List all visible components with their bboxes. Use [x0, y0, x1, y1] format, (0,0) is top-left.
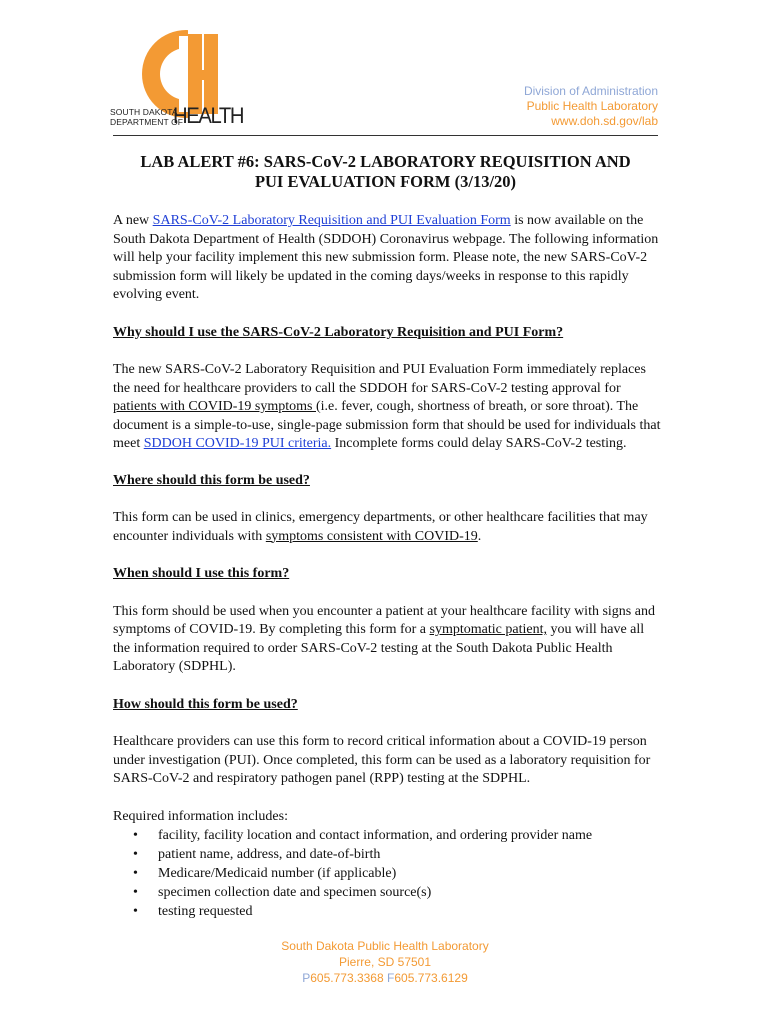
- page-footer: [0, 938, 770, 986]
- header-divider: [113, 135, 658, 136]
- list-item: • facility, facility location and contact information, and ordering provider name: [133, 828, 593, 843]
- where-paragraph: This form can be used in clinics, emergency departments, or other healthcare facilities that may encounter individuals with symptoms consistent with COVID-19.: [113, 510, 648, 544]
- footer-fax: 605.773.6129: [394, 971, 468, 985]
- required-list: [113, 826, 661, 921]
- list-item: • patient name, address, and date-of-birth: [133, 847, 381, 862]
- section-heading-how: How should this form be used?: [113, 696, 298, 712]
- lab-website[interactable]: www.doh.sd.gov/lab: [551, 114, 658, 128]
- division-block: [524, 84, 658, 129]
- footer-contact: P605.773.3368 F605.773.6129: [302, 971, 468, 985]
- list-item: • testing requested: [133, 904, 253, 919]
- when-paragraph: This form should be used when you encounter a patient at your healthcare facility with signs and symptoms of COVID-19. By completing this form for a symptomatic patient, you will have all the information required to order SARS-CoV-2 testing at the South Dakota Public Health Laboratory (SDPHL).: [113, 603, 655, 674]
- requisition-form-link[interactable]: SARS-CoV-2 Laboratory Requisition and PUI Evaluation Form: [152, 213, 511, 228]
- footer-phone: 605.773.3368: [310, 971, 384, 985]
- footer-address: Pierre, SD 57501: [338, 955, 432, 969]
- lab-name: Public Health Laboratory: [526, 99, 658, 113]
- how-paragraph: Healthcare providers can use this form to record critical information about a COVID-19 person under investigation (PUI). Once completed, this form can be used as a laboratory requisition for SARS-CoV-2 and respiratory pathogen panel (RPP) testing at the SDPHL.: [113, 734, 651, 786]
- required-intro: Required information includes:: [113, 808, 288, 824]
- list-item: • specimen collection date and specimen source(s): [133, 885, 432, 900]
- logo-state-text: SOUTH DAKOTA DEPARTMENT OF: [110, 107, 184, 127]
- page-title: LAB ALERT #6: SARS-CoV-2 LABORATORY REQUISITION AND PUI EVALUATION FORM (3/13/20): [140, 152, 631, 191]
- document-body: [113, 212, 661, 921]
- section-heading-when: When should I use this form?: [113, 566, 290, 581]
- footer-lab-name: South Dakota Public Health Laboratory: [281, 939, 489, 953]
- section-heading-why: Why should I use the SARS-CoV-2 Laboratory Requisition and PUI Form?: [113, 324, 564, 340]
- section-heading-where: Where should this form be used?: [113, 472, 310, 488]
- pui-criteria-link[interactable]: SDDOH COVID-19 PUI criteria.: [143, 436, 332, 451]
- division-name: Division of Administration: [523, 84, 658, 98]
- why-paragraph: The new SARS-CoV-2 Laboratory Requisition and PUI Evaluation Form immediately replaces the need for healthcare providers to call the SDDOH for SARS-CoV-2 testing approval for patients with COVID-19 symptoms (i.e. fever, cough, shortness of breath, or sore throat). The document is a simple-to-use, single-page submission form that should be used for individuals that meet SDDOH COVID-19 PUI criteria. Incomplete forms could delay SARS-CoV-2 testing.: [113, 362, 661, 451]
- list-item: • Medicare/Medicaid number (if applicable): [133, 866, 397, 881]
- intro-paragraph: A new SARS-CoV-2 Laboratory Requisition and PUI Evaluation Form is now available on the South Dakota Department of Health (SDDOH) Coronavirus webpage. The following information will help your facility implement this new submission form. Please note, the new SARS-CoV-2 submission form will likely be updated in the coming days/weeks in response to this rapidly evolving event.: [113, 213, 659, 302]
- logo-health-word: HEALTH: [173, 103, 244, 128]
- sd-health-logo: [110, 30, 244, 130]
